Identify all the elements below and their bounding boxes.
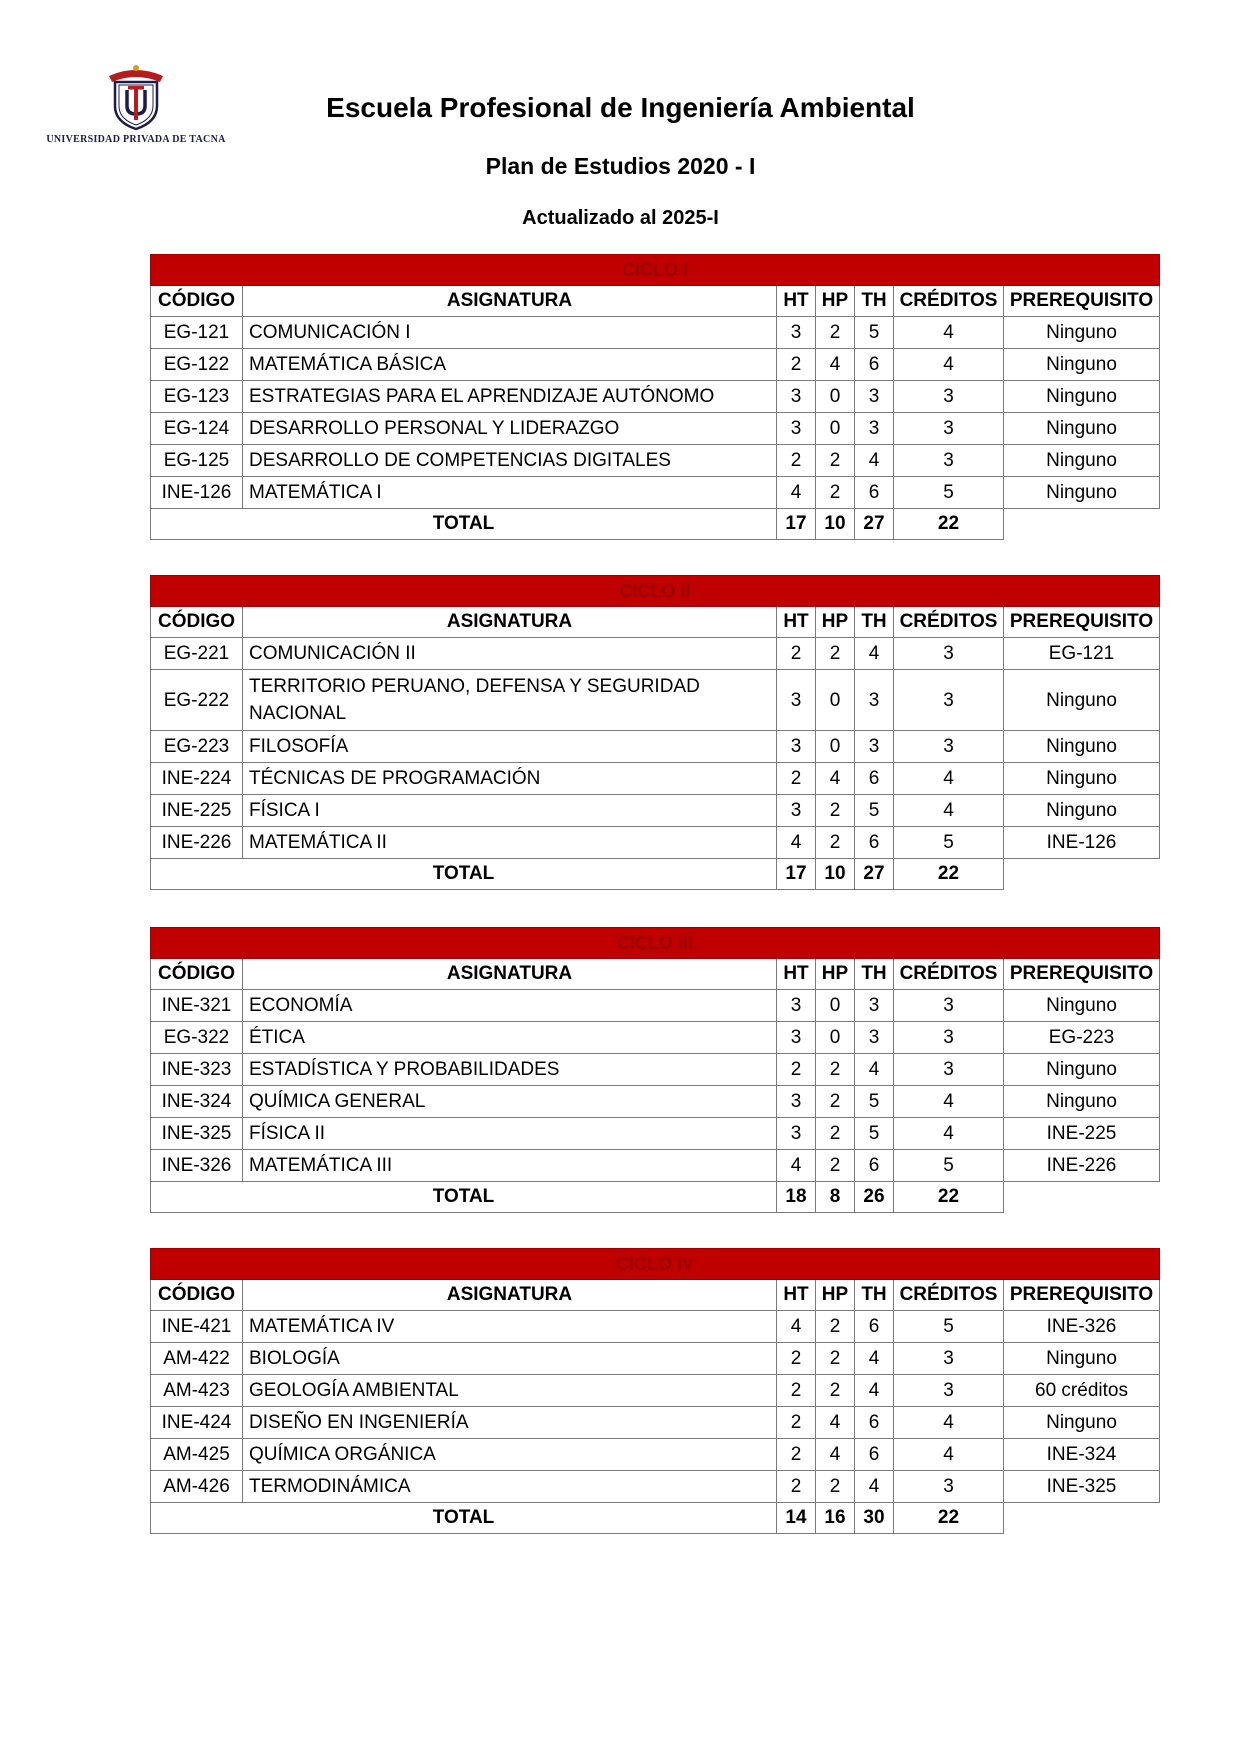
table-row (151, 763, 1160, 795)
total-ht: 17 (777, 859, 816, 890)
total-ht: 17 (777, 509, 816, 540)
cell-ht: 4 (777, 477, 816, 509)
plan-title: Plan de Estudios 2020 - I (485, 153, 756, 179)
total-label: TOTAL (151, 1503, 777, 1534)
column-header-hp: HP (816, 607, 855, 638)
ciclo-2-block (150, 575, 1160, 890)
column-header-th: TH (855, 607, 894, 638)
cell-th: 4 (855, 1375, 894, 1407)
cell-code: INE-324 (151, 1086, 243, 1118)
cell-th: 6 (855, 477, 894, 509)
total-label: TOTAL (151, 1182, 777, 1213)
cell-subject: ÉTICA (243, 1022, 777, 1054)
cell-code: INE-421 (151, 1311, 243, 1343)
cell-prereq: INE-324 (1004, 1439, 1160, 1471)
cell-code: EG-322 (151, 1022, 243, 1054)
table-row (151, 731, 1160, 763)
cell-code: AM-425 (151, 1439, 243, 1471)
cell-code: EG-222 (151, 670, 243, 731)
cell-subject: COMUNICACIÓN I (243, 317, 777, 349)
table-row (151, 827, 1160, 859)
cell-th: 3 (855, 731, 894, 763)
table-row (151, 1343, 1160, 1375)
cell-credits: 3 (894, 731, 1004, 763)
column-header-th: TH (855, 959, 894, 990)
cell-code: INE-326 (151, 1150, 243, 1182)
ciclo-4-block (150, 1248, 1160, 1534)
total-credits: 22 (894, 1182, 1004, 1213)
total-hp: 16 (816, 1503, 855, 1534)
university-name: UNIVERSIDAD PRIVADA DE TACNA (46, 134, 226, 145)
cell-subject: ESTADÍSTICA Y PROBABILIDADES (243, 1054, 777, 1086)
table-row (151, 317, 1160, 349)
cell-th: 4 (855, 1471, 894, 1503)
cell-credits: 3 (894, 381, 1004, 413)
cell-ht: 3 (777, 795, 816, 827)
table-row (151, 1471, 1160, 1503)
column-header-ht: HT (777, 959, 816, 990)
cell-code: AM-426 (151, 1471, 243, 1503)
cell-hp: 0 (816, 670, 855, 731)
cell-th: 3 (855, 381, 894, 413)
cell-prereq: INE-326 (1004, 1311, 1160, 1343)
cell-prereq: Ninguno (1004, 413, 1160, 445)
cell-hp: 4 (816, 1439, 855, 1471)
cell-th: 5 (855, 1118, 894, 1150)
cell-th: 5 (855, 317, 894, 349)
column-header-credits: CRÉDITOS (894, 959, 1004, 990)
cell-ht: 2 (777, 763, 816, 795)
cell-credits: 4 (894, 1118, 1004, 1150)
table-row (151, 1407, 1160, 1439)
cell-prereq: Ninguno (1004, 317, 1160, 349)
table-row (151, 1375, 1160, 1407)
cell-prereq: EG-223 (1004, 1022, 1160, 1054)
column-header-row (151, 959, 1160, 990)
column-header-code: CÓDIGO (151, 1280, 243, 1311)
cell-subject: DISEÑO EN INGENIERÍA (243, 1407, 777, 1439)
cell-th: 6 (855, 1150, 894, 1182)
total-th: 27 (855, 509, 894, 540)
ciclo-table (150, 927, 1160, 1213)
cell-hp: 2 (816, 477, 855, 509)
cell-code: INE-321 (151, 990, 243, 1022)
cell-th: 4 (855, 1343, 894, 1375)
cell-subject: FILOSOFÍA (243, 731, 777, 763)
cell-hp: 0 (816, 731, 855, 763)
cell-subject: MATEMÁTICA IV (243, 1311, 777, 1343)
cell-hp: 2 (816, 638, 855, 670)
cell-code: EG-123 (151, 381, 243, 413)
cell-ht: 3 (777, 1022, 816, 1054)
cell-prereq: Ninguno (1004, 445, 1160, 477)
total-label: TOTAL (151, 859, 777, 890)
cell-prereq: INE-225 (1004, 1118, 1160, 1150)
ciclo-header-row (151, 255, 1160, 286)
column-header-prereq: PREREQUISITO (1004, 607, 1160, 638)
cell-ht: 4 (777, 1150, 816, 1182)
cell-subject: FÍSICA II (243, 1118, 777, 1150)
cell-th: 6 (855, 827, 894, 859)
cell-ht: 3 (777, 381, 816, 413)
cell-ht: 4 (777, 1311, 816, 1343)
cell-subject: COMUNICACIÓN II (243, 638, 777, 670)
cell-prereq: Ninguno (1004, 381, 1160, 413)
cell-hp: 4 (816, 1407, 855, 1439)
cell-code: INE-226 (151, 827, 243, 859)
cell-prereq: Ninguno (1004, 670, 1160, 731)
cell-th: 3 (855, 670, 894, 731)
column-header-prereq: PREREQUISITO (1004, 286, 1160, 317)
column-header-code: CÓDIGO (151, 959, 243, 990)
cell-credits: 4 (894, 795, 1004, 827)
cell-ht: 2 (777, 638, 816, 670)
updated-subtitle: Actualizado al 2025-I (522, 207, 719, 229)
cell-credits: 3 (894, 670, 1004, 731)
ciclo-1-block (150, 254, 1160, 540)
cell-code: EG-121 (151, 317, 243, 349)
cell-credits: 4 (894, 763, 1004, 795)
ciclo-table (150, 254, 1160, 540)
cell-ht: 4 (777, 827, 816, 859)
cell-subject: TERMODINÁMICA (243, 1471, 777, 1503)
total-hp: 10 (816, 509, 855, 540)
cell-th: 5 (855, 795, 894, 827)
cell-hp: 2 (816, 1375, 855, 1407)
ciclo-name: CICLO I (151, 255, 1160, 286)
cell-th: 4 (855, 445, 894, 477)
total-credits: 22 (894, 1503, 1004, 1534)
cell-prereq: Ninguno (1004, 477, 1160, 509)
cell-th: 6 (855, 1407, 894, 1439)
cell-subject: DESARROLLO PERSONAL Y LIDERAZGO (243, 413, 777, 445)
table-row (151, 795, 1160, 827)
column-header-row (151, 286, 1160, 317)
cell-code: INE-126 (151, 477, 243, 509)
column-header-row (151, 1280, 1160, 1311)
cell-code: INE-225 (151, 795, 243, 827)
cell-hp: 2 (816, 1150, 855, 1182)
total-row (151, 1503, 1160, 1534)
cell-prereq: 60 créditos (1004, 1375, 1160, 1407)
cell-code: INE-325 (151, 1118, 243, 1150)
cell-hp: 2 (816, 1311, 855, 1343)
cell-hp: 2 (816, 1054, 855, 1086)
cell-th: 6 (855, 1439, 894, 1471)
cell-subject: QUÍMICA GENERAL (243, 1086, 777, 1118)
cell-th: 4 (855, 1054, 894, 1086)
cell-ht: 3 (777, 1086, 816, 1118)
total-credits: 22 (894, 509, 1004, 540)
column-header-subject: ASIGNATURA (243, 1280, 777, 1311)
column-header-row (151, 607, 1160, 638)
column-header-credits: CRÉDITOS (894, 286, 1004, 317)
school-title: Escuela Profesional de Ingeniería Ambiental (326, 92, 915, 123)
table-row (151, 1150, 1160, 1182)
total-th: 26 (855, 1182, 894, 1213)
table-row (151, 349, 1160, 381)
cell-ht: 2 (777, 1439, 816, 1471)
cell-subject: TÉCNICAS DE PROGRAMACIÓN (243, 763, 777, 795)
total-row (151, 1182, 1160, 1213)
cell-th: 3 (855, 413, 894, 445)
cell-hp: 2 (816, 445, 855, 477)
cell-credits: 5 (894, 477, 1004, 509)
empty-cell (1004, 1503, 1160, 1534)
column-header-hp: HP (816, 959, 855, 990)
column-header-subject: ASIGNATURA (243, 607, 777, 638)
cell-ht: 2 (777, 1054, 816, 1086)
cell-credits: 3 (894, 1054, 1004, 1086)
table-row (151, 1439, 1160, 1471)
cell-ht: 2 (777, 1375, 816, 1407)
table-row (151, 477, 1160, 509)
ciclo-header-row (151, 1249, 1160, 1280)
column-header-ht: HT (777, 607, 816, 638)
cell-subject: BIOLOGÍA (243, 1343, 777, 1375)
column-header-prereq: PREREQUISITO (1004, 1280, 1160, 1311)
cell-credits: 5 (894, 827, 1004, 859)
column-header-hp: HP (816, 1280, 855, 1311)
cell-ht: 2 (777, 1407, 816, 1439)
table-row (151, 990, 1160, 1022)
total-hp: 10 (816, 859, 855, 890)
cell-ht: 2 (777, 1343, 816, 1375)
cell-ht: 3 (777, 731, 816, 763)
cell-subject: FÍSICA I (243, 795, 777, 827)
table-row (151, 1086, 1160, 1118)
cell-credits: 4 (894, 317, 1004, 349)
cell-subject: TERRITORIO PERUANO, DEFENSA Y SEGURIDAD NACIONAL (243, 670, 777, 731)
total-ht: 14 (777, 1503, 816, 1534)
cell-hp: 2 (816, 1471, 855, 1503)
cell-subject: QUÍMICA ORGÁNICA (243, 1439, 777, 1471)
column-header-th: TH (855, 286, 894, 317)
cell-subject: DESARROLLO DE COMPETENCIAS DIGITALES (243, 445, 777, 477)
cell-prereq: Ninguno (1004, 1086, 1160, 1118)
ciclo-header-row (151, 576, 1160, 607)
cell-prereq: Ninguno (1004, 795, 1160, 827)
column-header-ht: HT (777, 1280, 816, 1311)
cell-credits: 5 (894, 1150, 1004, 1182)
table-row (151, 1118, 1160, 1150)
cell-credits: 3 (894, 990, 1004, 1022)
cell-credits: 3 (894, 1375, 1004, 1407)
cell-credits: 3 (894, 638, 1004, 670)
cell-code: EG-125 (151, 445, 243, 477)
cell-subject: GEOLOGÍA AMBIENTAL (243, 1375, 777, 1407)
cell-code: AM-423 (151, 1375, 243, 1407)
empty-cell (1004, 859, 1160, 890)
cell-hp: 2 (816, 1343, 855, 1375)
cell-prereq: Ninguno (1004, 763, 1160, 795)
column-header-credits: CRÉDITOS (894, 1280, 1004, 1311)
table-row (151, 381, 1160, 413)
cell-subject: MATEMÁTICA BÁSICA (243, 349, 777, 381)
cell-prereq: INE-226 (1004, 1150, 1160, 1182)
column-header-subject: ASIGNATURA (243, 959, 777, 990)
cell-prereq: Ninguno (1004, 1343, 1160, 1375)
cell-th: 6 (855, 349, 894, 381)
column-header-th: TH (855, 1280, 894, 1311)
cell-th: 5 (855, 1086, 894, 1118)
cell-ht: 3 (777, 990, 816, 1022)
cell-credits: 4 (894, 349, 1004, 381)
total-hp: 8 (816, 1182, 855, 1213)
cell-credits: 4 (894, 1407, 1004, 1439)
cell-th: 3 (855, 990, 894, 1022)
cell-prereq: Ninguno (1004, 349, 1160, 381)
cell-credits: 3 (894, 413, 1004, 445)
total-row (151, 859, 1160, 890)
cell-ht: 2 (777, 445, 816, 477)
ciclo-name: CICLO III (151, 928, 1160, 959)
cell-prereq: EG-121 (1004, 638, 1160, 670)
cell-code: INE-323 (151, 1054, 243, 1086)
cell-credits: 3 (894, 1022, 1004, 1054)
column-header-code: CÓDIGO (151, 607, 243, 638)
cell-subject: ECONOMÍA (243, 990, 777, 1022)
cell-prereq: Ninguno (1004, 990, 1160, 1022)
cell-hp: 0 (816, 413, 855, 445)
cell-ht: 2 (777, 1471, 816, 1503)
cell-hp: 2 (816, 1086, 855, 1118)
cell-code: EG-124 (151, 413, 243, 445)
cell-hp: 2 (816, 827, 855, 859)
cell-code: AM-422 (151, 1343, 243, 1375)
cell-prereq: INE-325 (1004, 1471, 1160, 1503)
cell-credits: 3 (894, 1343, 1004, 1375)
table-row (151, 638, 1160, 670)
table-row (151, 445, 1160, 477)
cell-hp: 2 (816, 317, 855, 349)
cell-credits: 3 (894, 1471, 1004, 1503)
total-credits: 22 (894, 859, 1004, 890)
table-row (151, 670, 1160, 731)
cell-code: EG-122 (151, 349, 243, 381)
cell-th: 6 (855, 1311, 894, 1343)
cell-th: 3 (855, 1022, 894, 1054)
cell-hp: 2 (816, 1118, 855, 1150)
ciclo-name: CICLO II (151, 576, 1160, 607)
cell-prereq: Ninguno (1004, 731, 1160, 763)
cell-ht: 3 (777, 413, 816, 445)
total-th: 30 (855, 1503, 894, 1534)
cell-ht: 2 (777, 349, 816, 381)
cell-hp: 2 (816, 795, 855, 827)
total-label: TOTAL (151, 509, 777, 540)
cell-prereq: Ninguno (1004, 1407, 1160, 1439)
column-header-prereq: PREREQUISITO (1004, 959, 1160, 990)
column-header-credits: CRÉDITOS (894, 607, 1004, 638)
cell-credits: 3 (894, 445, 1004, 477)
cell-subject: MATEMÁTICA II (243, 827, 777, 859)
total-th: 27 (855, 859, 894, 890)
cell-subject: MATEMÁTICA III (243, 1150, 777, 1182)
total-row (151, 509, 1160, 540)
cell-ht: 3 (777, 1118, 816, 1150)
cell-code: INE-424 (151, 1407, 243, 1439)
table-row (151, 1054, 1160, 1086)
ciclo-table (150, 1248, 1160, 1534)
table-row (151, 413, 1160, 445)
cell-hp: 4 (816, 349, 855, 381)
cell-credits: 5 (894, 1311, 1004, 1343)
ciclo-name: CICLO IV (151, 1249, 1160, 1280)
empty-cell (1004, 509, 1160, 540)
cell-hp: 0 (816, 381, 855, 413)
cell-subject: MATEMÁTICA I (243, 477, 777, 509)
table-row (151, 1022, 1160, 1054)
cell-ht: 3 (777, 317, 816, 349)
cell-subject: ESTRATEGIAS PARA EL APRENDIZAJE AUTÓNOMO (243, 381, 777, 413)
total-ht: 18 (777, 1182, 816, 1213)
cell-hp: 0 (816, 1022, 855, 1054)
empty-cell (1004, 1182, 1160, 1213)
cell-hp: 4 (816, 763, 855, 795)
cell-th: 4 (855, 638, 894, 670)
column-header-code: CÓDIGO (151, 286, 243, 317)
column-header-subject: ASIGNATURA (243, 286, 777, 317)
column-header-hp: HP (816, 286, 855, 317)
cell-code: INE-224 (151, 763, 243, 795)
table-row (151, 1311, 1160, 1343)
ciclo-3-block (150, 927, 1160, 1213)
cell-code: EG-223 (151, 731, 243, 763)
cell-hp: 0 (816, 990, 855, 1022)
ciclo-table (150, 575, 1160, 890)
cell-credits: 4 (894, 1439, 1004, 1471)
cell-ht: 3 (777, 670, 816, 731)
cell-prereq: INE-126 (1004, 827, 1160, 859)
column-header-ht: HT (777, 286, 816, 317)
ciclo-header-row (151, 928, 1160, 959)
cell-th: 6 (855, 763, 894, 795)
cell-code: EG-221 (151, 638, 243, 670)
cell-prereq: Ninguno (1004, 1054, 1160, 1086)
cell-credits: 4 (894, 1086, 1004, 1118)
